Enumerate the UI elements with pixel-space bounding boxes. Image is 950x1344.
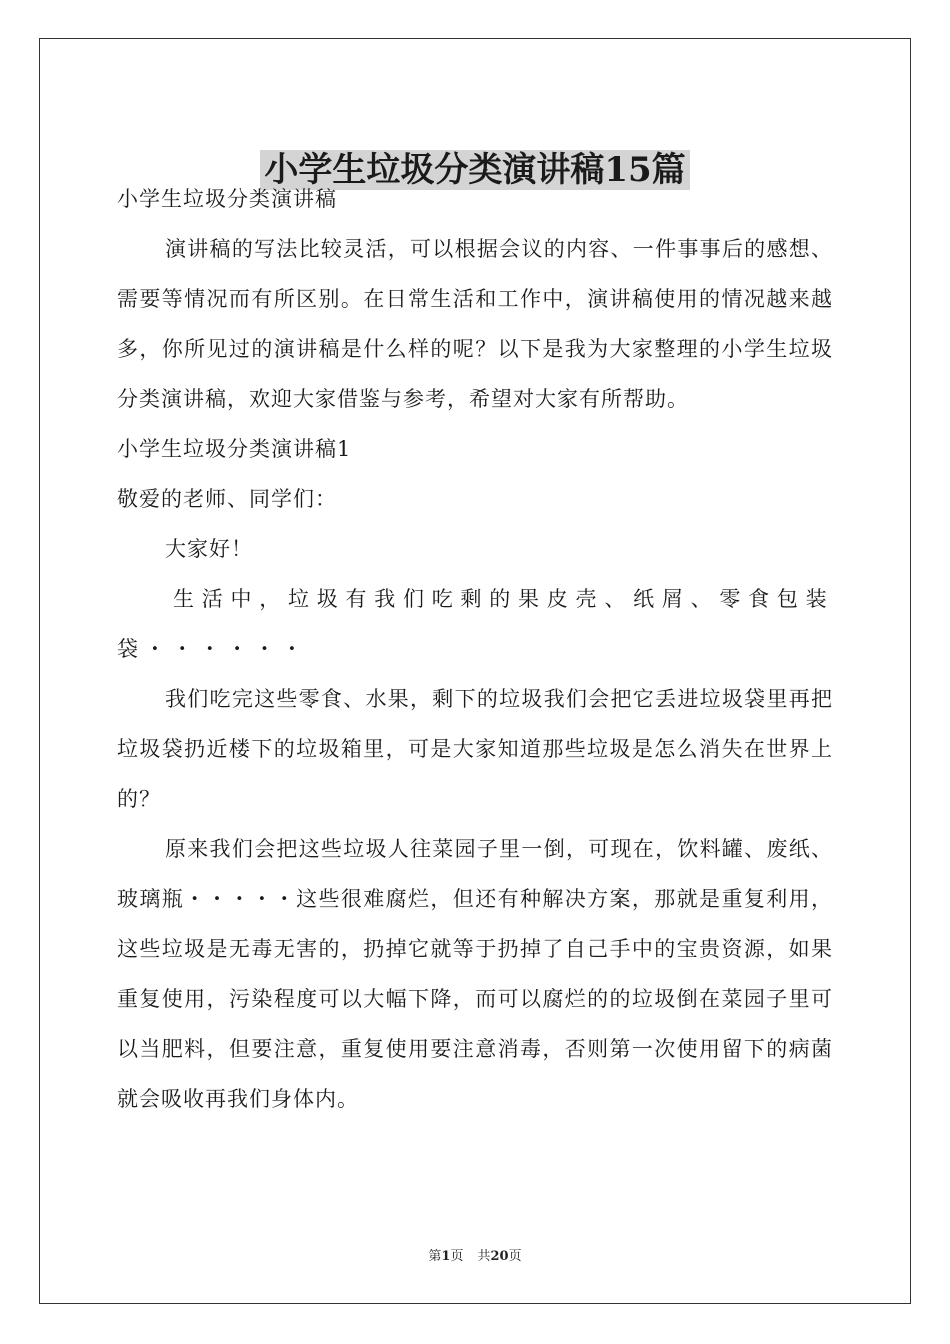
greeting-paragraph: 大家好！ [165, 537, 253, 561]
intro-paragraph: 演讲稿的写法比较灵活，可以根据会议的内容、一件事事后的感想、需要等情况而有所区别。在日常生活和工作中，演讲稿使用的情况越来越多，你所见过的演讲稿是什么样的呢？以下是我为大家整理的小学生垃圾分类演讲稿，欢迎大家借鉴与参考，希望对大家有所帮助。 [117, 237, 833, 411]
page-number: 1 [441, 1249, 451, 1264]
total-pages: 20 [490, 1249, 509, 1264]
document-body [117, 174, 833, 1124]
total-suffix: 页 [508, 1249, 522, 1264]
body-paragraph-2: 我们吃完这些零食、水果，剩下的垃圾我们会把它丢进垃圾袋里再把垃圾袋扔近楼下的垃圾箱里，可是大家知道那些垃圾是怎么消失在世界上的？ [117, 687, 833, 811]
page-prefix: 第 [428, 1249, 442, 1264]
section-heading-1: 小学生垃圾分类演讲稿1 [117, 437, 352, 461]
body-paragraph-1: 生活中，垃圾有我们吃剩的果皮壳、纸屑、零食包装袋・・・・・・ [117, 587, 833, 661]
page-footer [0, 1248, 950, 1266]
body-paragraph-3: 原来我们会把这些垃圾人往菜园子里一倒，可现在，饮料罐、废纸、玻璃瓶・・・・・这些很难腐烂，但还有种解决方案，那就是重复利用，这些垃圾是无毒无害的，扔掉它就等于扔掉了自己手中的宝贵资源，如果重复使用，污染程度可以大幅下降，而可以腐烂的的垃圾倒在菜园子里可以当肥料，但要注意，重复使用要注意消毒，否则第一次使用留下的病菌就会吸收再我们身体内。 [117, 837, 833, 1111]
salutation-paragraph: 敬爱的老师、同学们： [117, 487, 337, 511]
page-suffix: 页 [450, 1249, 464, 1264]
subtitle-paragraph: 小学生垃圾分类演讲稿 [117, 187, 337, 211]
total-prefix: 共 [477, 1249, 491, 1264]
document-title-text: 小学生垃圾分类演讲稿15篇 [260, 150, 689, 190]
